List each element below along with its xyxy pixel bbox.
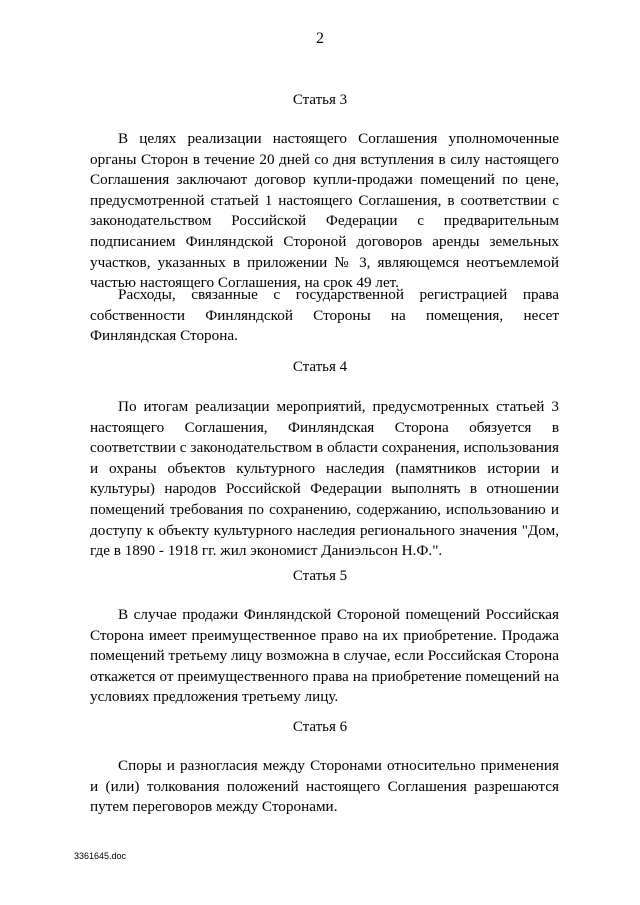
article-5-paragraph-1: В случае продажи Финляндской Стороной помещений Российская Сторона имеет преимущественное право на их приобретение. Продажа помещений третьему лицу возможна в случае, если Российская Сторона откажется от преимущественного права на приобретение помещений на условиях предложения третьему лицу. (90, 606, 559, 706)
article-4-title: Статья 4 (292, 359, 348, 375)
document-code: 3361645.doc (74, 851, 127, 861)
article-4-paragraph-1: По итогам реализации мероприятий, предусмотренных статьей 3 настоящего Соглашения, Финляндская Сторона обязуется в соответствии с законодательством в области сохранения, использования и охраны объектов культурного наследия (памятников истории и культуры) народов Российской Федерации выполнять в отношении помещений требования по сохранению, содержанию, использованию и доступу к объекту культурного наследия регионального значения "Дом, где в 1890 - 1918 гг. жил экономист Даниэльсон Н.Ф.". (90, 398, 559, 560)
article-6-title: Статья 6 (292, 719, 348, 735)
article-5-title: Статья 5 (292, 568, 348, 584)
article-3-paragraph-1: В целях реализации настоящего Соглашения уполномоченные органы Сторон в течение 20 дней со дня вступления в силу настоящего Соглашения заключают договор купли-продажи помещений по цене, предусмотренной статьей 1 настоящего Соглашения, в соответствии с законодательством Российской Федерации с предварительным подписанием Финляндской Стороной договоров аренды земельных участков, указанных в приложении № 3, являющемся неотъемлемой частью настоящего Соглашения, на срок 49 лет. (90, 130, 559, 292)
article-6-paragraph-1: Споры и разногласия между Сторонами относительно применения и (или) толкования положений настоящего Соглашения разрешаются путем переговоров между Сторонами. (90, 757, 559, 816)
article-3-paragraph-2: Расходы, связанные с государственной регистрацией права собственности Финляндской Стороны на помещения, несет Финляндская Сторона. (90, 286, 559, 345)
article-3-title: Статья 3 (292, 92, 348, 108)
page-number: 2 (316, 30, 324, 47)
